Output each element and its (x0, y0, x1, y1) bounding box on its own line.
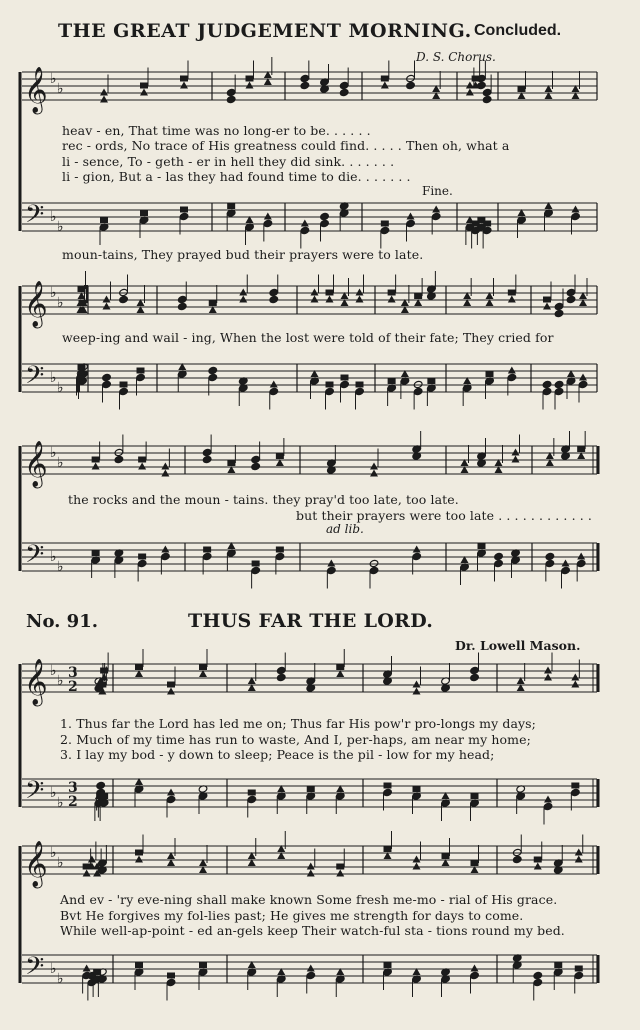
time-signature: 3 (68, 665, 78, 681)
shape-note (575, 849, 583, 856)
shape-note (100, 793, 108, 799)
note-head (320, 219, 330, 227)
shape-note (135, 664, 143, 670)
flat-sign: ♭ (50, 209, 57, 225)
shape-note (140, 210, 148, 216)
lyric-line: weep-ing and wail - ing, When the lost were told of their fate; They cried for (62, 330, 554, 345)
shape-note (413, 688, 421, 695)
shape-note (327, 560, 335, 567)
note-head (470, 971, 480, 979)
shape-note (413, 681, 421, 688)
shape-note (579, 374, 587, 381)
shape-note (413, 863, 421, 870)
shape-note (478, 543, 486, 549)
note-head (412, 552, 422, 560)
note-head (119, 295, 129, 303)
shape-note (356, 382, 364, 388)
flat-sign: ♭ (57, 971, 64, 987)
shape-note (571, 681, 579, 688)
flat-sign: ♭ (57, 455, 64, 471)
note-head (276, 673, 286, 681)
bass-lyric-line: moun-tains, They prayed bud their prayers were to late. (62, 247, 424, 262)
flat-sign: ♭ (57, 795, 64, 811)
note-head (251, 566, 261, 574)
flat-sign: ♭ (50, 370, 57, 386)
shape-note (483, 221, 491, 227)
shape-note (161, 463, 169, 470)
shape-note (432, 206, 440, 213)
flat-sign: ♭ (50, 845, 57, 861)
note-head (545, 559, 555, 567)
shape-note (167, 973, 175, 979)
shape-note (534, 863, 542, 870)
shape-note (562, 560, 570, 567)
note-head (166, 978, 176, 986)
treble-clef: 𝄞 (24, 841, 48, 887)
note-head (137, 559, 147, 567)
shape-note (471, 793, 479, 799)
note-head (482, 88, 492, 96)
shape-note (252, 561, 260, 567)
shape-note (571, 674, 579, 681)
shape-note (572, 206, 580, 213)
note-head (477, 81, 487, 89)
note-head (202, 552, 212, 560)
note-head (533, 978, 543, 986)
note-head (114, 455, 124, 463)
note-head (339, 81, 349, 89)
note-head (177, 295, 187, 303)
flat-sign: ♭ (50, 785, 57, 801)
shape-note (326, 290, 334, 296)
shape-note (442, 853, 450, 859)
flat-sign: ♭ (57, 81, 64, 97)
shape-note (140, 83, 148, 89)
shape-note (100, 96, 108, 103)
shape-note (167, 688, 175, 695)
shape-note (381, 82, 389, 89)
shape-note (326, 296, 334, 303)
note-head (355, 387, 365, 395)
treble-clef: 𝄞 (24, 441, 48, 487)
shape-note (388, 378, 396, 384)
note-head (533, 971, 543, 979)
flat-sign: ♭ (57, 295, 64, 311)
shape-note (209, 300, 217, 306)
note-head (102, 373, 112, 381)
verse-line: While well-ap-point - ed an-gels keep Their watch-ful sta - tions round my bed. (60, 923, 565, 938)
shape-note (341, 375, 349, 381)
flat-sign: ♭ (50, 285, 57, 301)
shape-note (575, 856, 583, 863)
note-head (561, 566, 571, 574)
lyric-line: li - sence, To - geth - er in hell they did sink. . . . . . . (62, 154, 395, 169)
flat-sign: ♭ (57, 673, 64, 689)
note-head (327, 566, 337, 574)
lyric-line: heav - en, That time was no long-er to be. . . . . . (62, 123, 371, 138)
note-head (325, 387, 335, 395)
shape-note (543, 303, 551, 310)
note-head (576, 559, 586, 567)
shape-note (577, 446, 585, 452)
lyric-line: the rocks and the moun - tains. they pray'd too late, too late. (68, 492, 459, 507)
shape-note (486, 371, 494, 377)
treble-clef: 𝄞 (24, 281, 48, 327)
note-head (251, 462, 261, 470)
note-head (413, 380, 423, 388)
flat-sign: ♭ (57, 219, 64, 235)
shape-note (571, 783, 579, 789)
note-head (306, 971, 316, 979)
shape-note (199, 962, 207, 968)
note-head (136, 373, 146, 381)
note-head (208, 366, 218, 374)
flat-sign: ♭ (50, 445, 57, 461)
shape-note (138, 457, 146, 463)
shape-note (100, 674, 108, 681)
shape-note (543, 297, 551, 303)
lyric-line: li - gion, But a - las they had found time to die. . . . . . . (62, 169, 411, 184)
shape-note (414, 293, 422, 299)
note-head (512, 848, 522, 856)
note-head (431, 212, 441, 220)
lyric-line: rec - ords, No trace of His greatness could find. . . . . Then oh, what a (62, 138, 510, 153)
bass-clef: 𝄢 (25, 361, 45, 396)
shape-note (92, 550, 100, 556)
note-head (554, 380, 564, 388)
hymn-status: Concluded. (474, 22, 562, 39)
note-head (179, 212, 189, 220)
shape-note (512, 456, 520, 463)
note-head (102, 380, 112, 388)
shape-note (512, 449, 520, 456)
verse-line: Bvt He forgives my fol-lies past; He gives me strength for days to come. (60, 908, 524, 923)
note-head (406, 219, 416, 227)
shape-note (180, 76, 188, 82)
fine-marker: Fine. (422, 184, 453, 198)
flat-sign: ♭ (57, 380, 64, 396)
shape-note (167, 682, 175, 688)
shape-note (161, 546, 169, 553)
shape-note (103, 303, 111, 310)
shape-note (92, 463, 100, 470)
note-head (494, 559, 504, 567)
ds-chorus-marker: D. S. Chorus. (416, 50, 496, 64)
note-head (554, 309, 564, 317)
note-head (166, 795, 176, 803)
shape-note (264, 213, 272, 220)
shape-note (413, 546, 421, 553)
note-head (512, 855, 522, 863)
hymn-title: THE GREAT JUDGEMENT MORNING. (58, 20, 472, 42)
shape-note (575, 966, 583, 972)
note-head (406, 81, 416, 89)
shape-note (518, 86, 526, 92)
treble-clef: 𝄞 (24, 659, 48, 705)
shape-note (227, 460, 235, 466)
shape-note (336, 864, 344, 870)
shape-note (100, 89, 108, 96)
shape-note (83, 870, 91, 877)
note-head (578, 380, 588, 388)
note-head (494, 552, 504, 560)
shape-note (239, 296, 247, 303)
treble-clef: 𝄞 (24, 67, 48, 113)
shape-note (301, 220, 309, 227)
note-head (269, 288, 279, 296)
shape-note (161, 470, 169, 477)
composer-credit: Dr. Lowell Mason. (455, 638, 581, 653)
time-signature: 2 (68, 679, 78, 695)
bass-clef: 𝄢 (25, 540, 45, 575)
note-head (566, 288, 576, 296)
shape-note (534, 857, 542, 863)
shape-note (88, 856, 96, 863)
verse-line: And ev - 'ry eve-ning shall make known Some fresh me-mo - rial of His grace. (60, 892, 558, 907)
note-head (406, 74, 416, 82)
note-head (383, 788, 393, 796)
shape-note (92, 457, 100, 463)
note-head (369, 566, 379, 574)
shape-note (120, 382, 128, 388)
note-head (542, 380, 552, 388)
shape-note (370, 463, 378, 470)
shape-note (98, 682, 106, 688)
note-head (507, 373, 517, 381)
note-head (208, 373, 218, 381)
shape-note (307, 786, 315, 792)
lyric-line: but their prayers were too late . . . . . . . . . . . . (296, 508, 592, 523)
flat-sign: ♭ (50, 961, 57, 977)
flat-sign: ♭ (57, 855, 64, 871)
hymn-title: THUS FAR THE LORD. (188, 610, 434, 632)
shape-note (427, 378, 435, 384)
shape-note (577, 553, 585, 560)
note-head (247, 795, 257, 803)
shape-note (307, 870, 315, 877)
shape-note (544, 667, 552, 674)
note-head (545, 552, 555, 560)
bass-clef: 𝄢 (25, 200, 45, 235)
shape-note (508, 290, 516, 296)
note-head (339, 88, 349, 96)
shape-note (356, 296, 364, 303)
shape-note (103, 296, 111, 303)
shape-note (138, 554, 146, 560)
note-head (114, 448, 124, 456)
flat-sign: ♭ (50, 549, 57, 565)
shape-note (180, 207, 188, 213)
note-head (554, 302, 564, 310)
note-head (202, 448, 212, 456)
shape-note (246, 76, 254, 82)
shape-note (137, 368, 145, 374)
note-head (263, 219, 273, 227)
shape-note (388, 296, 396, 303)
note-head (571, 212, 581, 220)
verse-line: 2. Much of my time has run to waste, And I, per-haps, am near my home; (60, 732, 531, 747)
note-head (470, 673, 480, 681)
shape-note (248, 790, 256, 796)
shape-note (311, 289, 319, 296)
shape-note (413, 786, 421, 792)
shape-note (508, 367, 516, 374)
shape-note (466, 89, 474, 96)
note-head (226, 88, 236, 96)
note-head (269, 295, 279, 303)
note-head (543, 802, 553, 810)
flat-sign: ♭ (57, 559, 64, 575)
ad-lib-marker: ad lib. (326, 522, 364, 536)
note-head (251, 455, 261, 463)
shape-note (140, 89, 148, 96)
shape-note (276, 453, 284, 459)
shape-note (544, 796, 552, 803)
bass-clef: 𝄢 (25, 952, 45, 987)
time-signature: 2 (68, 794, 78, 810)
shape-note (356, 289, 364, 296)
note-head (276, 666, 286, 674)
note-head (202, 455, 212, 463)
shape-note (180, 82, 188, 89)
note-head (571, 788, 581, 796)
note-head (226, 95, 236, 103)
note-head (542, 387, 552, 395)
shape-note (326, 382, 334, 388)
note-head (340, 380, 350, 388)
note-head (413, 387, 423, 395)
shape-note (307, 863, 315, 870)
shape-note (135, 856, 143, 863)
shape-note (199, 664, 207, 670)
shape-note (554, 962, 562, 968)
note-head (470, 666, 480, 674)
shape-note (471, 860, 479, 866)
note-head (300, 81, 310, 89)
shape-note (384, 846, 392, 852)
shape-note (384, 783, 392, 789)
shape-note (270, 381, 278, 388)
shape-note (508, 296, 516, 303)
bass-clef: 𝄢 (25, 776, 45, 811)
note-head (482, 95, 492, 103)
note-head (574, 971, 584, 979)
note-head (96, 781, 106, 789)
shape-note (100, 217, 108, 223)
shape-note (276, 547, 284, 553)
shape-note (384, 962, 392, 968)
note-head (119, 387, 129, 395)
shape-note (381, 221, 389, 227)
flat-sign: ♭ (50, 71, 57, 87)
shape-note (227, 203, 235, 209)
shape-note (167, 789, 175, 796)
shape-note (544, 674, 552, 681)
note-head (161, 552, 171, 560)
shape-note (413, 856, 421, 863)
hymn-number: No. 91. (26, 611, 98, 632)
note-head (177, 302, 187, 310)
time-signature: 3 (68, 780, 78, 796)
shape-note (239, 289, 247, 296)
note-head (554, 387, 564, 395)
shape-note (138, 463, 146, 470)
shape-note (381, 76, 389, 82)
shape-note (370, 470, 378, 477)
shape-note (336, 870, 344, 877)
note-head (566, 295, 576, 303)
shape-note (311, 296, 319, 303)
note-head (369, 559, 379, 567)
shape-note (471, 965, 479, 972)
note-head (300, 74, 310, 82)
shape-note (135, 850, 143, 856)
shape-note (203, 547, 211, 553)
shape-note (135, 962, 143, 968)
shape-note (100, 668, 108, 674)
shape-note (83, 965, 91, 972)
note-head (275, 552, 285, 560)
shape-note (307, 965, 315, 972)
shape-note (336, 664, 344, 670)
flat-sign: ♭ (50, 663, 57, 679)
verse-line: 1. Thus far the Lord has led me on; Thus far His pow'r pro-longs my days; (60, 716, 536, 731)
note-head (119, 288, 129, 296)
note-head (320, 212, 330, 220)
shape-note (388, 290, 396, 296)
shape-note (407, 213, 415, 220)
note-head (300, 226, 310, 234)
note-head (380, 226, 390, 234)
verse-line: 3. I lay my bod - y down to sleep; Peace is the pil - low for my head; (60, 747, 495, 762)
shape-note (246, 82, 254, 89)
note-head (269, 387, 279, 395)
